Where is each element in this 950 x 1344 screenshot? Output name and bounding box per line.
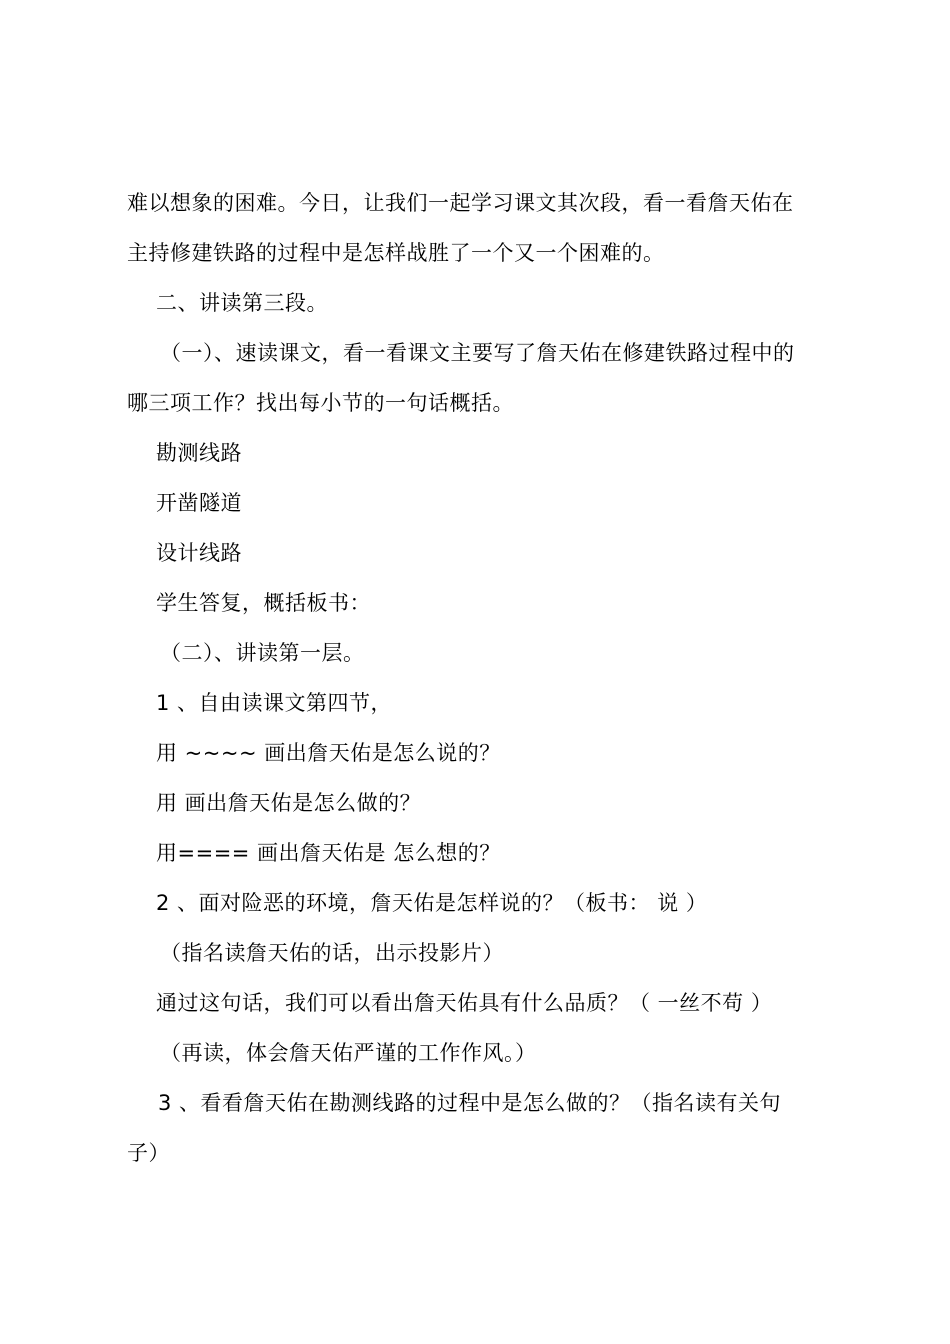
step-2: 2 、面对险恶的环境，詹天佑是怎样说的？（板书： 说 ） [156,891,708,915]
section-heading-3: 二、讲读第三段。 [156,291,328,315]
subsection-heading-1: （一）、速读课文，看一看课文主要写了詹天佑在修建铁路过程中的 [160,341,795,365]
instruction-double-line: 用==== 画出詹天佑是 怎么想的？ [156,841,501,865]
instruction-wavy-line: 用 ~~~~ 画出詹天佑是怎么说的？ [156,741,501,765]
paragraph-line-16: （指名读詹天佑的话，出示投影片） [160,941,504,965]
paragraph-line-9: 学生答复，概括板书： [156,591,371,615]
list-item-survey-route: 勘测线路 [156,441,242,465]
paragraph-line-18: （再读，体会詹天佑严谨的工作作风。） [160,1041,537,1065]
paragraph-line-17: 通过这句话，我们可以看出詹天佑具有什么品质？（ 一丝不苟 ） [156,991,773,1015]
step-1: 1 、自由读课文第四节， [156,691,393,715]
paragraph-line-20: 子） [127,1141,170,1165]
instruction-underline: 用 画出詹天佑是怎么做的？ [156,791,422,815]
paragraph-line-1: 难以想象的困难。今日，让我们一起学习课文其次段，看一看詹天佑在 [127,191,794,215]
paragraph-line-2: 主持修建铁路的过程中是怎样战胜了一个又一个困难的。 [127,241,665,265]
paragraph-line-5: 哪三项工作？找出每小节的一句话概括。 [127,391,514,415]
step-3: 3 、看看詹天佑在勘测线路的过程中是怎么做的？（指名读有关句 [158,1091,782,1115]
list-item-dig-tunnel: 开凿隧道 [156,491,242,515]
subsection-heading-2: （二）、讲读第一层。 [160,641,365,665]
list-item-design-route: 设计线路 [156,541,242,565]
